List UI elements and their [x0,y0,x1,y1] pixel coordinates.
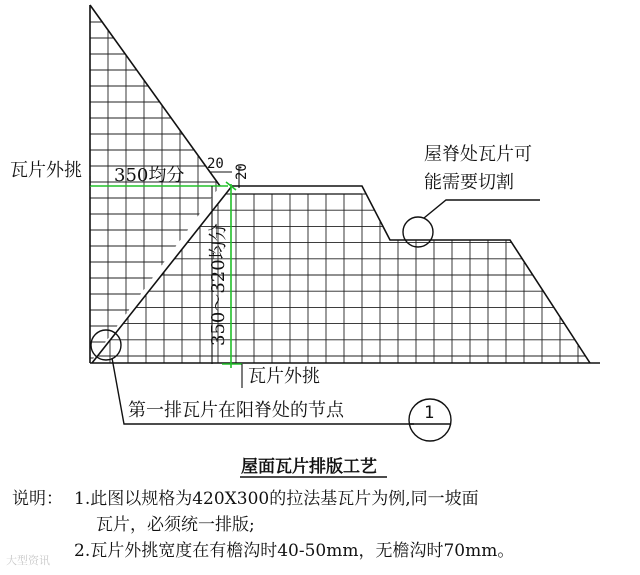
note-item-1-line-2: 瓦片，必须统一排版; [96,515,255,535]
notes-head: 说明： [12,489,63,509]
diagram-title: 屋面瓦片排版工艺 [241,457,377,477]
node-note-label: 第一排瓦片在阳脊处的节点 [128,400,344,421]
ridge-note-line1: 屋脊处瓦片可 [424,144,532,165]
tile-grid-right [92,194,600,364]
overhang-label-top: 瓦片外挑 [10,160,82,181]
detail-number: 1 [424,403,435,423]
dimension-20-top: 20 [207,156,224,172]
note-row-3 [12,538,632,564]
notes-block [12,486,632,564]
spacing-label-vertical: 350～320均分 [208,223,229,346]
watermark-text: 大型资讯 [6,554,50,567]
right-roof-outline [232,186,590,363]
hip-ridge-left [90,5,220,186]
note-item-1-line-1: 1.此图以规格为420X300的拉法基瓦片为例,同一坡面 [74,489,479,509]
note-row-2 [12,512,632,538]
dimension-20-right: 20 [234,163,250,180]
overhang-label-bottom: 瓦片外挑 [248,366,320,387]
note-item-2: 2.瓦片外挑宽度在有檐沟时40-50mm，无檐沟时70mm。 [74,541,515,561]
note-row-1 [12,486,632,512]
ridge-note-line2: 能需要切割 [424,172,514,193]
spacing-label-horizontal: 350均分 [114,165,185,186]
ridge-callout-leader [424,200,540,218]
